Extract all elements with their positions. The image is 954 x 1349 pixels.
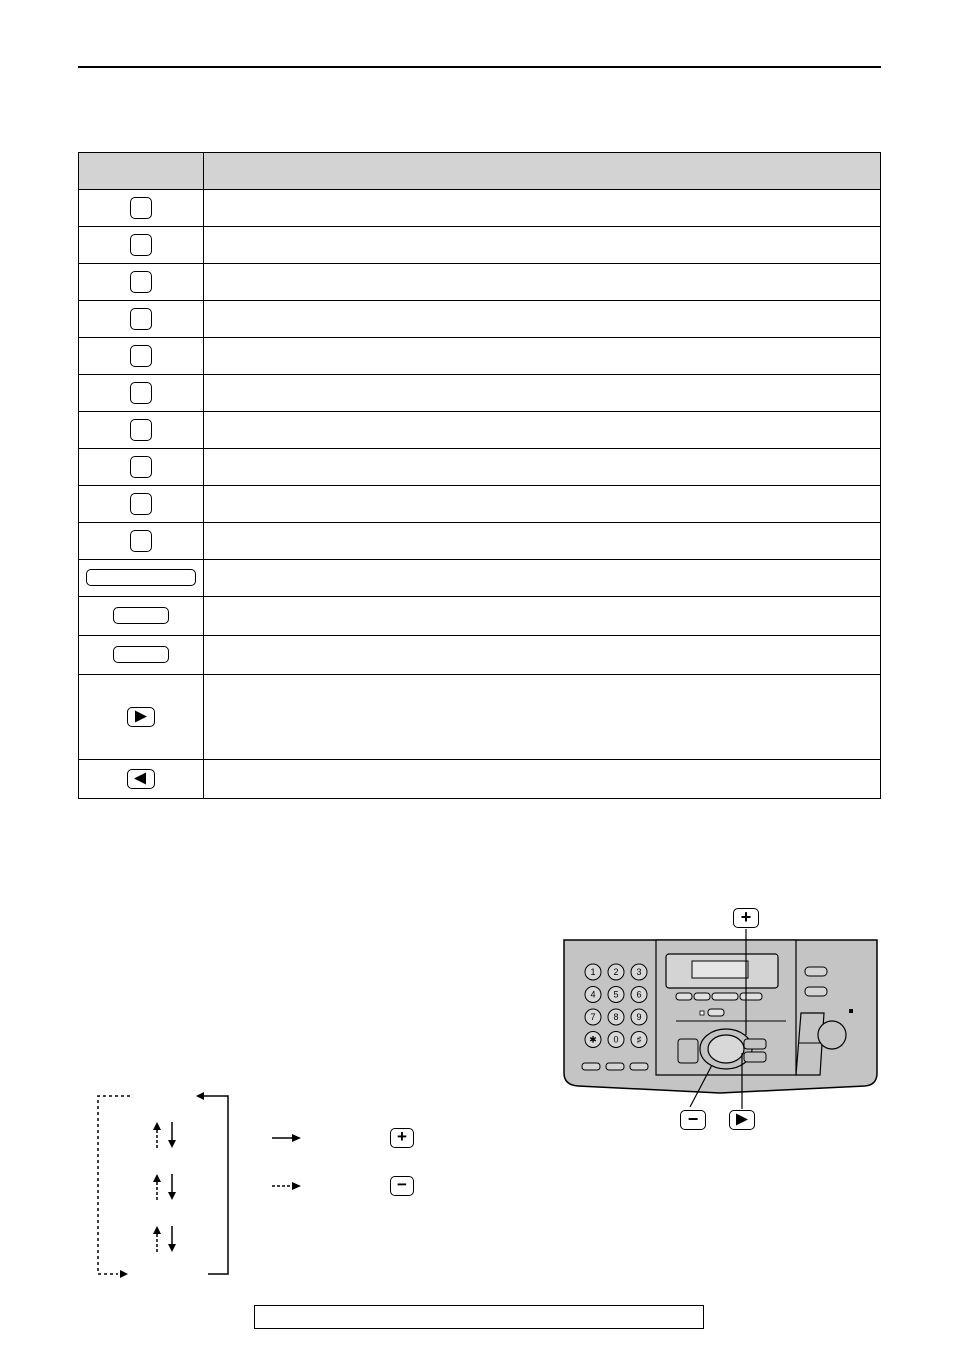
square-key-icon [130, 271, 152, 293]
play-left-arrow-icon [127, 769, 155, 789]
table-row [79, 375, 881, 412]
play-right-arrow-icon [729, 1110, 755, 1130]
medium-key-icon [113, 646, 169, 663]
up-down-arrows [153, 1174, 176, 1200]
row-description [204, 338, 881, 375]
square-key-icon [130, 382, 152, 404]
keypad-key-label: ♯ [636, 1034, 642, 1045]
keypad-key-label: 6 [636, 989, 642, 1000]
row-description [204, 597, 881, 636]
keypad-key-label: 9 [636, 1012, 642, 1023]
table-header-row [79, 153, 881, 190]
table-row [79, 675, 881, 760]
square-key-icon [130, 530, 152, 552]
plus-key-icon: + [733, 908, 759, 928]
row-description [204, 227, 881, 264]
table-row [79, 486, 881, 523]
keypad-key-label: 8 [613, 1012, 619, 1023]
minus-key-icon: − [680, 1110, 706, 1130]
square-key-icon [130, 419, 152, 441]
square-key-icon [130, 308, 152, 330]
table-row [79, 597, 881, 636]
play-right-arrow-icon [127, 707, 155, 727]
row-description [204, 560, 881, 597]
row-description [204, 636, 881, 675]
keypad-key-label: 7 [590, 1012, 596, 1023]
row-description [204, 486, 881, 523]
table-row [79, 523, 881, 560]
row-description [204, 375, 881, 412]
table-row [79, 301, 881, 338]
table-header-description [204, 153, 881, 190]
medium-key-icon [113, 607, 169, 624]
keypad-key-label: 3 [636, 967, 642, 978]
keypad-key-label: 2 [613, 967, 619, 978]
minus-key-icon: − [390, 1176, 414, 1196]
keypad-key-label: 5 [613, 989, 619, 1000]
row-description [204, 264, 881, 301]
keypad-key-label: 0 [613, 1034, 619, 1045]
row-description [204, 675, 881, 760]
header-rule [78, 66, 881, 68]
row-description [204, 523, 881, 560]
wide-key-icon [86, 569, 196, 586]
table-row [79, 227, 881, 264]
row-description [204, 301, 881, 338]
keypad-key-label: ✱ [589, 1034, 597, 1045]
control-panel-diagram [560, 905, 882, 1133]
row-description [204, 190, 881, 227]
legend-arrows [270, 1130, 306, 1194]
row-description [204, 412, 881, 449]
table-row [79, 636, 881, 675]
table-row [79, 560, 881, 597]
table-row [79, 449, 881, 486]
keys-table [78, 152, 881, 799]
square-key-icon [130, 493, 152, 515]
square-key-icon [130, 345, 152, 367]
table-row [79, 338, 881, 375]
cycle-diagram [90, 1086, 240, 1282]
table-row [79, 190, 881, 227]
keypad-key-label: 1 [590, 967, 596, 978]
row-description [204, 760, 881, 799]
plus-key-icon: + [390, 1128, 414, 1148]
up-down-arrows [153, 1226, 176, 1252]
table-row [79, 264, 881, 301]
table-header-key [79, 153, 204, 190]
table-row [79, 412, 881, 449]
keypad-key-label: 4 [590, 989, 596, 1000]
table-row [79, 760, 881, 799]
square-key-icon [130, 234, 152, 256]
footer-box [254, 1305, 704, 1329]
row-description [204, 449, 881, 486]
square-key-icon [130, 197, 152, 219]
square-key-icon [130, 456, 152, 478]
up-down-arrows [153, 1122, 176, 1148]
